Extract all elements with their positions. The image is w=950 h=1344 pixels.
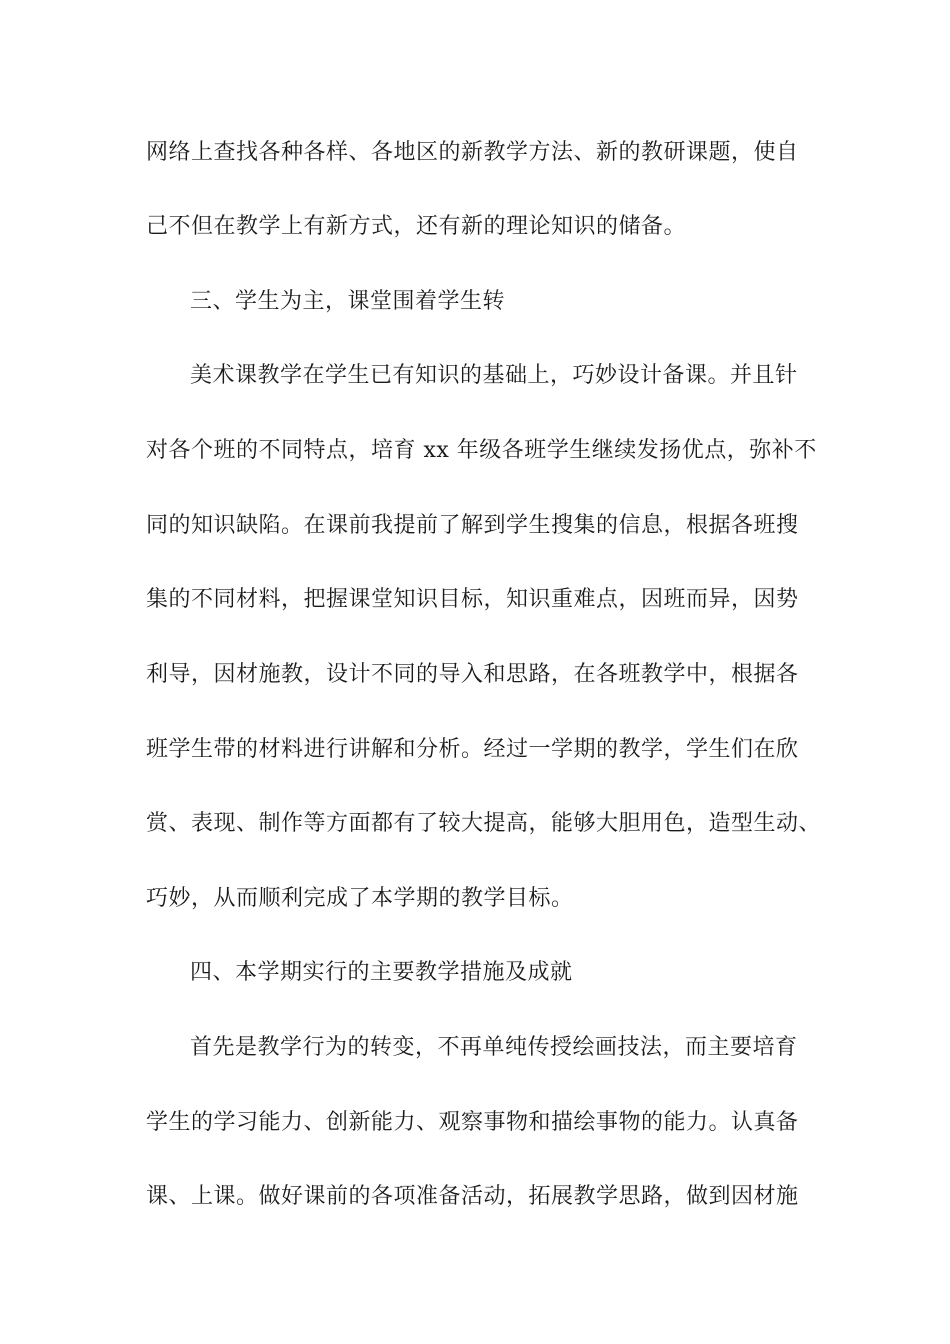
text-line: 利导，因材施教，设计不同的导入和思路，在各班教学中，根据各 [146,662,799,687]
section-heading: 四、本学期实行的主要教学措施及成就 [190,960,573,985]
text-line: 网络上查找各种各样、各地区的新教学方法、新的教研课题，使自 [146,140,799,165]
text-line: 学生的学习能力、创新能力、观察事物和描绘事物的能力。认真备 [146,1110,799,1135]
text-line: 课、上课。做好课前的各项准备活动，拓展教学思路，做到因材施 [146,1184,799,1209]
section-heading: 三、学生为主，课堂围着学生转 [190,289,506,314]
text-line: 班学生带的材料进行讲解和分析。经过一学期的教学，学生们在欣 [146,737,799,762]
text-line: 赏、表现、制作等方面都有了较大提高，能够大胆用色，造型生动、 [146,811,822,836]
text-line: 己不但在教学上有新方式，还有新的理论知识的储备。 [146,214,687,239]
text-line: 同的知识缺陷。在课前我提前了解到学生搜集的信息，根据各班搜 [146,513,799,538]
text-line: 集的不同材料，把握课堂知识目标，知识重难点，因班而异，因势 [146,587,799,612]
text-line: 美术课教学在学生已有知识的基础上，巧妙设计备课。并且针 [190,363,798,388]
text-line: 巧妙，从而顺利完成了本学期的教学目标。 [146,886,574,911]
text-line: 首先是教学行为的转变，不再单纯传授绘画技法，而主要培育 [190,1035,798,1060]
text-line: 对各个班的不同特点，培育 xx 年级各班学生继续发扬优点，弥补不 [146,438,817,463]
